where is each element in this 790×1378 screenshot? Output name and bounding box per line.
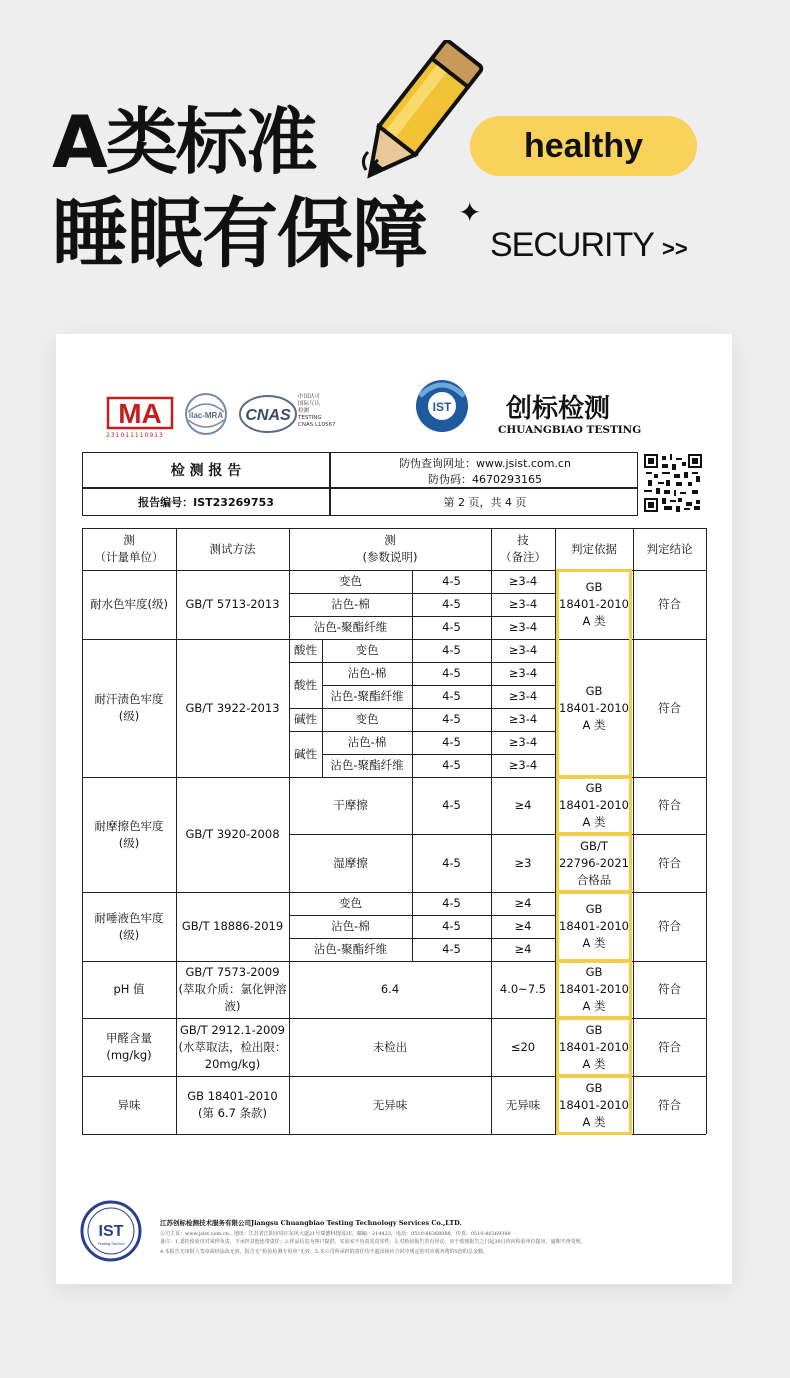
ilac-logo <box>186 394 226 434</box>
test-method-line: GB 18401-2010 <box>187 1089 278 1103</box>
conclusion-line: 符合 <box>658 1039 681 1054</box>
result-parameter <box>322 662 412 685</box>
test-item-line: (级) <box>118 709 140 723</box>
header-item <box>82 528 176 570</box>
requirement-line: ≥3-4 <box>508 758 538 772</box>
judgement-basis-line: A 类 <box>582 1056 606 1071</box>
test-item <box>82 892 176 961</box>
test-method <box>176 639 289 777</box>
requirement-line: ≥3-4 <box>508 620 538 634</box>
requirement <box>491 1076 555 1134</box>
requirement-line: ≥4 <box>514 798 532 812</box>
judgement-basis-line: 合格品 <box>576 872 612 887</box>
header-requirement-line: 技 <box>517 533 529 547</box>
requirement <box>491 708 555 731</box>
test-method-line: GB/T 3920-2008 <box>185 827 280 841</box>
result-value <box>412 639 491 662</box>
result-parameter-line: 沾色-棉 <box>347 735 387 749</box>
result-parameter <box>289 593 412 616</box>
header-item-line: 测 <box>123 533 135 547</box>
result-parameter <box>289 892 412 915</box>
requirement <box>491 639 555 662</box>
result-value-line: 4-5 <box>442 712 461 726</box>
table-rule <box>706 528 707 1134</box>
requirement <box>491 961 555 1018</box>
result-parameter <box>322 754 412 777</box>
header-result <box>289 528 491 570</box>
test-item <box>82 1018 176 1076</box>
test-item <box>82 570 176 639</box>
test-method-line: GB/T 18886-2019 <box>181 919 284 933</box>
sparkle-icon: ✦ <box>458 196 482 229</box>
result-value <box>412 915 491 938</box>
test-report-document <box>56 334 732 1284</box>
sweat-subgroup-line: 碱性 <box>294 712 317 726</box>
result-value <box>412 570 491 593</box>
judgement-basis-line: 18401-2010 <box>559 982 629 996</box>
cma-logo <box>108 398 172 429</box>
report-header-box <box>82 452 638 516</box>
result-value <box>412 754 491 777</box>
cma-code: 231011110913 <box>106 432 164 439</box>
judgement-basis-line: GB <box>585 580 603 594</box>
result-parameter <box>322 639 412 662</box>
pencil-icon <box>338 40 488 200</box>
header-basis-line: 判定依据 <box>571 541 617 556</box>
requirement <box>491 892 555 915</box>
result-parameter-line: 沾色-棉 <box>331 919 370 933</box>
result-parameter <box>322 685 412 708</box>
requirement <box>491 938 555 961</box>
basis-highlight <box>556 891 632 962</box>
cnas-logo-text: CNAS <box>245 407 291 424</box>
judgement-basis-line: 18401-2010 <box>559 798 629 812</box>
result-parameter-line: 沾色-棉 <box>331 597 370 611</box>
test-method-line: (第 6.7 条款) <box>197 1106 268 1120</box>
requirement-line: ≥3-4 <box>508 666 538 680</box>
conclusion <box>633 892 706 961</box>
conclusion-line: 符合 <box>658 798 681 812</box>
result-value <box>412 938 491 961</box>
test-method-line: 20mg/kg) <box>204 1056 261 1071</box>
result-parameter <box>289 834 412 892</box>
conclusion <box>633 570 706 639</box>
requirement <box>491 754 555 777</box>
result-value-line: 4-5 <box>442 643 461 657</box>
requirement <box>491 834 555 892</box>
judgement-basis-line: GB/T <box>580 838 608 853</box>
requirement-line: 4.0~7.5 <box>499 982 547 996</box>
requirement-line: ≥3-4 <box>508 712 538 726</box>
footer-contact: 公司主页：www.jsist.com.cn。地址：江苏省江阴市周庄东风大道21号瑞德科技园2F，邮编：214423，电话：0510-86368088，传真：0510-86369388 <box>160 1231 511 1237</box>
judgement-basis-line: GB <box>585 1080 603 1095</box>
result-parameter-line: 沾色-棉 <box>347 666 387 680</box>
result-value <box>412 731 491 754</box>
result-parameter-line: 变色 <box>339 574 362 588</box>
judgement-basis-line: GB <box>585 683 603 698</box>
test-item <box>82 777 176 892</box>
judgement-basis-line: A 类 <box>582 1114 606 1129</box>
test-method <box>176 1018 289 1076</box>
requirement-line: ≥3-4 <box>508 643 538 657</box>
test-item-line: 甲醛含量 <box>106 1031 152 1045</box>
result-value-line: 4-5 <box>442 798 461 812</box>
result-value <box>289 1018 491 1076</box>
result-value-line: 4-5 <box>442 666 461 680</box>
conclusion <box>633 834 706 892</box>
sweat-subgroup <box>289 662 322 708</box>
result-parameter-line: 沾色-聚酯纤维 <box>330 758 404 772</box>
test-method-line: GB/T 3922-2013 <box>185 700 280 715</box>
judgement-basis-line: A 类 <box>582 717 606 732</box>
report-anti-code: 防伪码：4670293165 <box>428 473 542 486</box>
conclusion <box>633 1018 706 1076</box>
footer-company: 江苏创标检测技术服务有限公司Jiangsu Chuangbiao Testing Technology Services Co.,LTD. <box>160 1219 462 1227</box>
test-item-line: 耐唾液色牢度 <box>94 910 164 925</box>
test-method-line: GB/T 2912.1-2009 <box>179 1022 285 1037</box>
result-parameter <box>289 915 412 938</box>
test-method-line: 液) <box>224 999 241 1013</box>
judgement-basis-line: GB <box>585 1022 603 1037</box>
basis-highlight <box>556 569 632 778</box>
brand-name-cn: 创标检测 <box>506 394 611 424</box>
hero-title-line2: 睡眠有保障 <box>52 189 427 278</box>
divider <box>329 453 331 515</box>
judgement-basis-line: A 类 <box>582 999 606 1013</box>
test-method-line: (萃取介质：氯化钾溶 <box>178 982 287 996</box>
requirement <box>491 593 555 616</box>
requirement <box>491 685 555 708</box>
result-value-line: 4-5 <box>442 919 461 933</box>
requirement-line: 无异味 <box>505 1097 541 1112</box>
result-value <box>289 961 491 1018</box>
header-requirement-line: （备注） <box>500 550 546 564</box>
header-method <box>176 528 289 570</box>
header-result-line: (参数说明) <box>362 550 418 564</box>
sweat-subgroup-line: 酸性 <box>294 643 317 657</box>
test-method-line: GB/T 5713-2013 <box>185 597 280 611</box>
result-value <box>412 662 491 685</box>
test-item <box>82 961 176 1018</box>
requirement <box>491 616 555 639</box>
result-value <box>289 1076 491 1134</box>
chevron-right-icon: >> <box>662 236 688 261</box>
test-item-line: 耐汗渍色牢度 <box>94 692 164 706</box>
result-parameter-line: 沾色-聚酯纤维 <box>313 620 388 634</box>
conclusion-line: 符合 <box>658 982 681 996</box>
result-parameter-line: 沾色-聚酯纤维 <box>313 942 388 956</box>
judgement-basis-line: GB <box>585 902 603 916</box>
footer-notes-2: 4.本报告无审批人签章或经涂改无效，报告无“检验检测专用章”无效；5.本公司所承担的责任均不超出相应合同中规定的对应服务费的5倍的总金额。 <box>160 1249 488 1255</box>
basis-highlight <box>556 960 632 1019</box>
judgement-basis-line: A 类 <box>582 815 606 829</box>
report-number: 报告编号：IST23269753 <box>138 496 274 509</box>
footer-notes: 备注：1.委托检验仅对来样负责，不承担其他连带责任；2.样品信息为客户提供，实验室不负责其真实性；3.对检验报告若有异议，应于收到报告之日起30日内向检验单位提出，逾期不再受理。 <box>160 1239 586 1245</box>
requirement <box>491 777 555 834</box>
sweat-subgroup-line: 酸性 <box>294 677 317 692</box>
requirement-line: ≥3 <box>514 855 532 870</box>
requirement <box>491 731 555 754</box>
result-parameter-line: 湿摩擦 <box>333 855 368 870</box>
ilac-logo-text: ilac-MRA <box>188 411 224 420</box>
header-basis <box>555 528 633 570</box>
cma-logo-text: MA <box>118 398 162 429</box>
requirement-line: ≥4 <box>514 942 532 956</box>
judgement-basis-line: 22796-2021 <box>559 855 629 870</box>
judgement-basis-line: GB <box>585 965 603 979</box>
report-query-url: 防伪查询网址：www.jsist.com.cn <box>399 457 571 470</box>
result-value-line: 6.4 <box>380 982 400 996</box>
test-method-line: (水萃取法，检出限： <box>178 1039 287 1054</box>
requirement <box>491 570 555 593</box>
judgement-basis-line: GB <box>585 781 603 795</box>
conclusion-line: 符合 <box>658 700 681 715</box>
result-parameter-line: 变色 <box>339 896 362 910</box>
ist-seal-text: IST <box>98 1223 124 1240</box>
healthy-pill: healthy <box>470 116 697 176</box>
hero-title-line1: A类标准 <box>52 100 316 184</box>
requirement-line: ≥4 <box>514 919 532 933</box>
judgement-basis-line: A 类 <box>582 936 606 950</box>
basis-highlight <box>556 1075 632 1135</box>
result-value <box>412 834 491 892</box>
result-value <box>412 593 491 616</box>
test-item-line: (mg/kg) <box>106 1048 152 1062</box>
security-label: SECURITY <box>490 226 654 264</box>
judgement-basis-line: 18401-2010 <box>559 1097 629 1112</box>
test-method <box>176 777 289 892</box>
requirement <box>491 662 555 685</box>
result-parameter-line: 沾色-聚酯纤维 <box>330 689 404 703</box>
sweat-subgroup-line: 碱性 <box>294 746 317 761</box>
test-item <box>82 639 176 777</box>
requirement-line: ≤20 <box>510 1039 536 1054</box>
test-item <box>82 1076 176 1134</box>
result-parameter <box>322 708 412 731</box>
test-method <box>176 961 289 1018</box>
conclusion <box>633 777 706 834</box>
table-rule <box>322 639 323 777</box>
result-value-line: 未检出 <box>372 1039 408 1054</box>
result-value <box>412 616 491 639</box>
result-parameter-line: 变色 <box>355 712 379 726</box>
conclusion-line: 符合 <box>658 919 681 933</box>
ist-brand-logo <box>414 378 470 434</box>
ist-brand-logo-text: IST <box>432 400 452 414</box>
result-value <box>412 708 491 731</box>
result-value-line: 4-5 <box>442 942 461 956</box>
conclusion <box>633 961 706 1018</box>
sweat-subgroup <box>289 639 322 662</box>
test-method <box>176 570 289 639</box>
result-value-line: 4-5 <box>442 896 461 910</box>
result-parameter <box>289 777 412 834</box>
conclusion <box>633 639 706 777</box>
result-value-line: 4-5 <box>442 735 461 749</box>
ist-seal-subtext: Testing Service <box>97 1241 125 1246</box>
judgement-basis-line: 18401-2010 <box>559 919 629 933</box>
judgement-basis-line: 18401-2010 <box>559 1039 629 1054</box>
requirement <box>491 915 555 938</box>
test-item-line: (级) <box>118 835 140 850</box>
requirement-line: ≥4 <box>514 896 532 910</box>
result-value-line: 4-5 <box>442 597 461 611</box>
result-parameter <box>289 616 412 639</box>
result-value-line: 4-5 <box>442 855 461 870</box>
test-item-line: pH 值 <box>113 982 145 996</box>
basis-highlight <box>556 776 632 835</box>
basis-highlight <box>556 833 632 893</box>
header-conclusion-line: 判定结论 <box>646 541 693 556</box>
test-method <box>176 1076 289 1134</box>
requirement-line: ≥3-4 <box>508 574 538 588</box>
report-title: 检 测 报 告 <box>170 463 242 479</box>
test-method <box>176 892 289 961</box>
test-item-line: 耐水色牢度(级) <box>90 597 168 611</box>
header-result-line: 测 <box>384 533 396 547</box>
judgement-basis-line: A 类 <box>582 614 606 628</box>
test-method-line: GB/T 7573-2009 <box>185 965 280 979</box>
conclusion-line: 符合 <box>658 1097 681 1112</box>
result-value <box>412 685 491 708</box>
judgement-basis-line: 18401-2010 <box>559 597 629 611</box>
basis-highlight <box>556 1017 632 1077</box>
requirement <box>491 1018 555 1076</box>
conclusion-line: 符合 <box>658 855 681 870</box>
test-item-line: (级) <box>118 927 140 942</box>
test-item-line: 耐摩擦色牢度 <box>94 818 164 833</box>
cnas-logo <box>240 396 296 432</box>
result-value-line: 4-5 <box>442 689 461 703</box>
result-parameter-line: 干摩擦 <box>333 798 368 812</box>
result-value-line: 4-5 <box>442 620 461 634</box>
conclusion <box>633 1076 706 1134</box>
qr-code <box>644 454 702 512</box>
header-conclusion <box>633 528 706 570</box>
test-item-line: 异味 <box>117 1097 141 1112</box>
result-parameter <box>289 938 412 961</box>
brand-name-en: CHUANGBIAO TESTING <box>498 424 642 436</box>
header-method-line: 测试方法 <box>209 541 256 556</box>
conclusion-line: 符合 <box>658 597 681 611</box>
test-results-table <box>82 528 706 1134</box>
result-value-line: 4-5 <box>442 758 461 772</box>
result-parameter <box>289 570 412 593</box>
result-value <box>412 892 491 915</box>
page-info: 第 2 页，共 4 页 <box>443 496 527 509</box>
header-item-line: （计量单位） <box>94 550 164 564</box>
result-value-line: 无异味 <box>372 1097 408 1112</box>
judgement-basis-line: 18401-2010 <box>559 700 629 715</box>
sweat-subgroup <box>289 708 322 731</box>
requirement-line: ≥3-4 <box>508 597 538 611</box>
header-requirement <box>491 528 555 570</box>
result-parameter <box>322 731 412 754</box>
result-parameter-line: 变色 <box>355 643 379 657</box>
ist-seal-icon <box>80 1200 142 1262</box>
cnas-caption: 中国认可 国际互认 检测 TESTING CNAS L10567 <box>298 394 336 428</box>
result-value <box>412 777 491 834</box>
result-value-line: 4-5 <box>442 574 461 588</box>
sweat-subgroup <box>289 731 322 777</box>
requirement-line: ≥3-4 <box>508 689 538 703</box>
requirement-line: ≥3-4 <box>508 735 538 749</box>
